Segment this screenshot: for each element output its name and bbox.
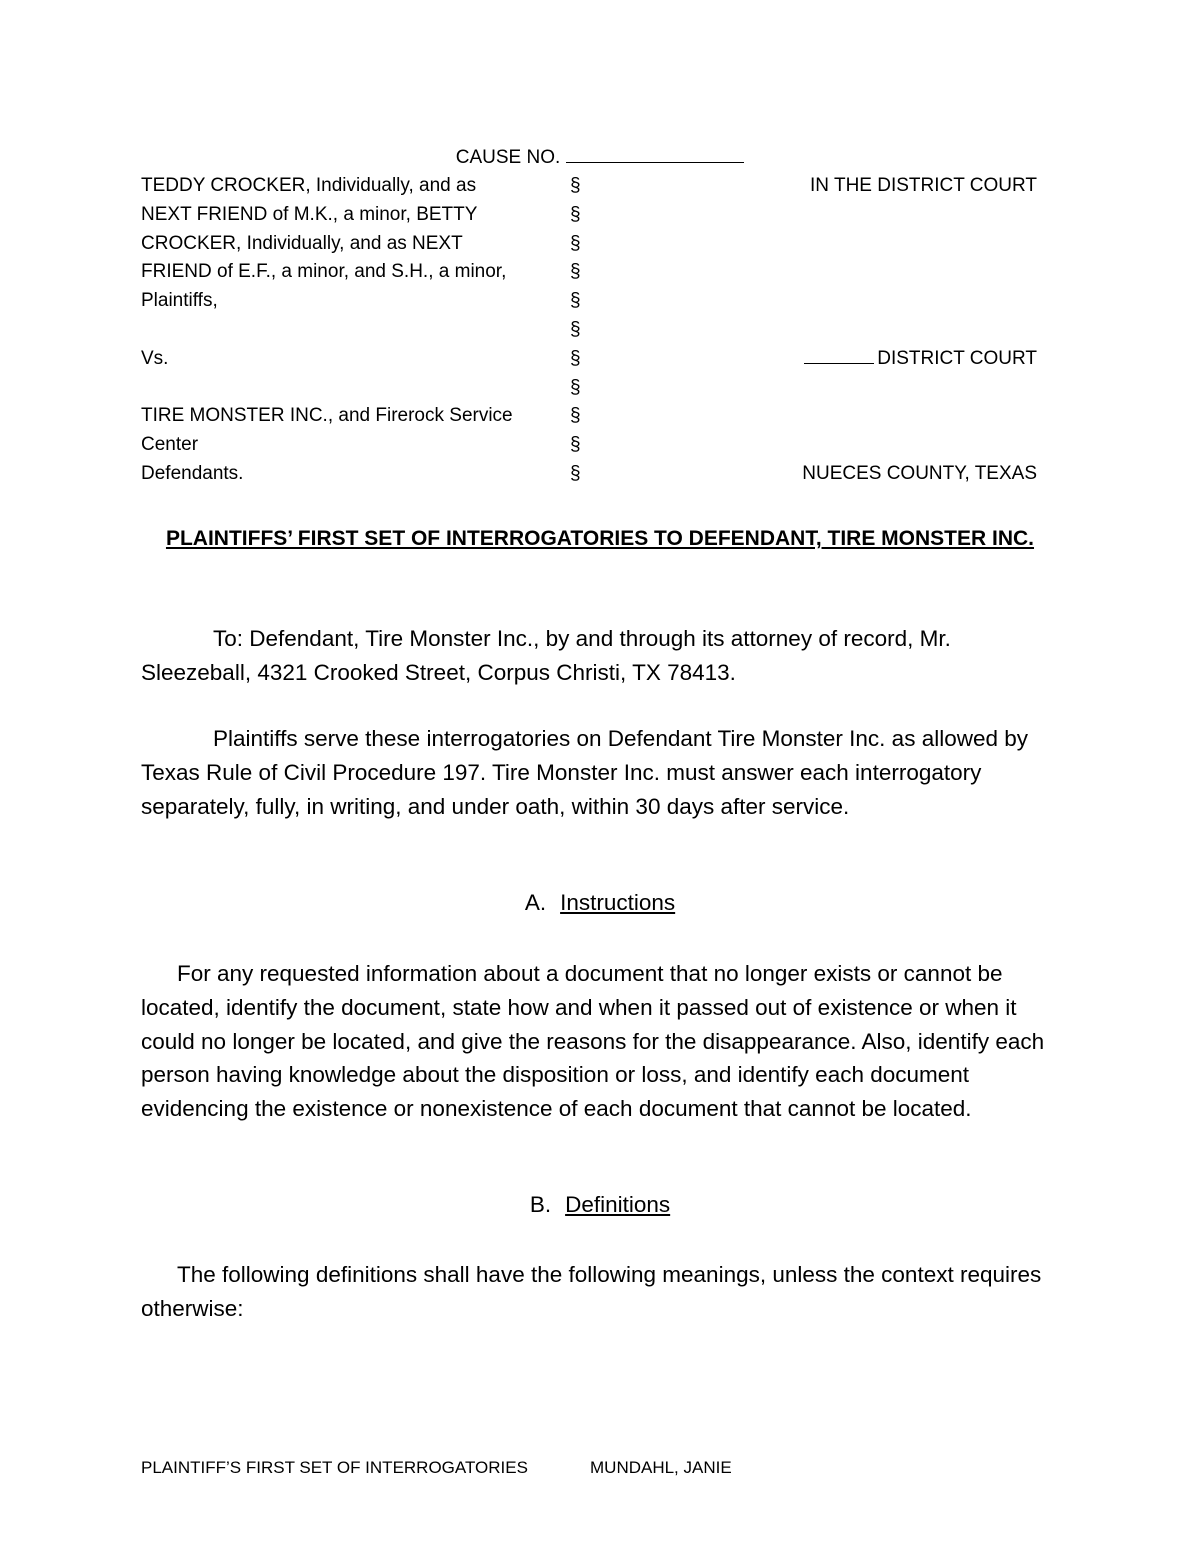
party-line: Defendants. (141, 462, 244, 484)
footer-author: MUNDAHL, JANIE (590, 1458, 732, 1477)
section-title: Instructions (560, 890, 676, 915)
section-symbol: § (570, 261, 581, 283)
cause-number (0, 144, 1200, 169)
section-letter: B. (529, 1192, 552, 1217)
court-column (802, 172, 1037, 489)
party-line: Center (141, 434, 199, 456)
definitions-paragraph: The following definitions shall have the following meanings, unless the context requires otherwise: (141, 1262, 1042, 1321)
party-line: Plaintiffs, (141, 290, 218, 312)
section-symbol: § (570, 290, 581, 312)
caption-parties (141, 172, 513, 489)
instructions-paragraph: For any requested information about a document that no longer exists or cannot be located, identify the document, state how and when it passed out of existence or when it could no longer be located, and give the reasons for the disappearance. Also, identify each person having knowledge about the disposition or loss, and identify each document evidencing the existence or nonexistence of each document that cannot be located. (141, 961, 1045, 1122)
district-court-label: DISTRICT COURT (877, 347, 1037, 369)
party-line: FRIEND of E.F., a minor, and S.H., a minor, (141, 261, 507, 283)
party-line: TIRE MONSTER INC., and Firerock Service (141, 405, 513, 427)
court-name: IN THE DISTRICT COURT (810, 175, 1037, 196)
section-heading-instructions (0, 890, 1200, 916)
district-number-blank (804, 346, 874, 364)
district-court (802, 345, 1037, 374)
section-symbol: § (570, 203, 581, 225)
section-title: Definitions (565, 1192, 671, 1217)
party-line (141, 316, 513, 345)
section-symbol: § (570, 405, 581, 427)
section-heading-definitions (0, 1192, 1200, 1218)
section-letter: A. (524, 890, 547, 915)
to-paragraph: To: Defendant, Tire Monster Inc., by and through its attorney of record, Mr. Sleezeball, 4321 Crooked Street, Corpus Christi, TX 78413. (141, 626, 951, 685)
party-line: Vs. (141, 347, 169, 369)
cause-number-blank (566, 144, 744, 163)
party-line: TEDDY CROCKER, Individually, and as (141, 175, 477, 196)
section-symbol: § (570, 232, 581, 254)
serve-paragraph: Plaintiffs serve these interrogatories on Defendant Tire Monster Inc. as allowed by Texas Rule of Civil Procedure 197. Tire Monster Inc. must answer each interrogatory separately, fully, in writing, and under oath, within 30 days after service. (141, 726, 1029, 819)
section-symbol: § (570, 376, 581, 398)
section-symbol: § (570, 462, 581, 484)
cause-number-label: CAUSE NO. (455, 147, 561, 168)
document-title: PLAINTIFFS’ FIRST SET OF INTERROGATORIES TO DEFENDANT, TIRE MONSTER INC. (165, 527, 1035, 550)
section-symbol: § (570, 434, 581, 456)
party-line (141, 374, 513, 403)
section-symbol: § (570, 318, 581, 340)
party-line: NEXT FRIEND of M.K., a minor, BETTY (141, 203, 478, 225)
footer-title: PLAINTIFF’S FIRST SET OF INTERROGATORIES (141, 1458, 528, 1477)
section-symbol-column (570, 172, 581, 489)
section-symbol: § (570, 347, 581, 369)
party-line: CROCKER, Individually, and as NEXT (141, 232, 463, 254)
section-symbol: § (570, 175, 581, 196)
county: NUECES COUNTY, TEXAS (802, 462, 1037, 484)
